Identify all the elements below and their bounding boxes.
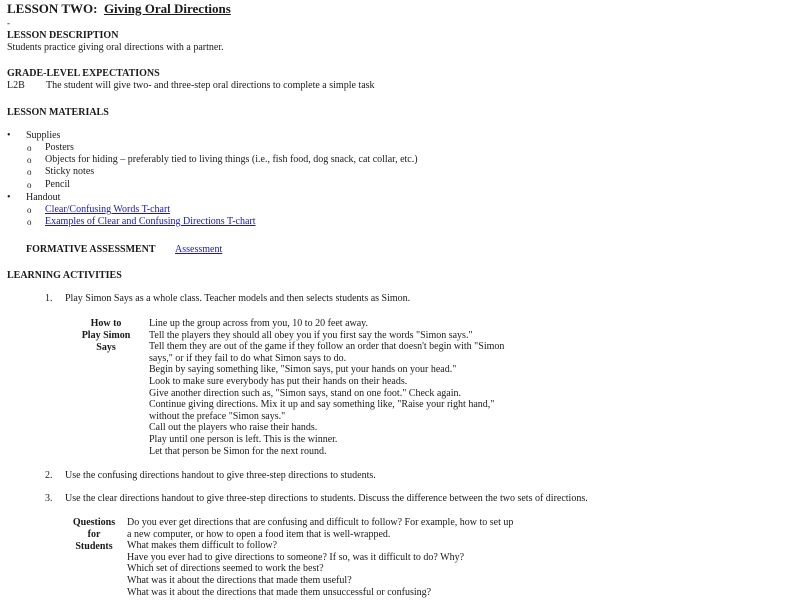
question-line: What makes them difficult to follow? [127, 540, 278, 552]
instruction-line: Continue giving directions. Mix it up and say something like, "Raise your right hand," [149, 399, 495, 411]
step-number: 1. [45, 293, 53, 304]
handout-label: Handout [26, 192, 61, 203]
instruction-line: without the preface "Simon says." [149, 410, 286, 422]
how-to-play-label: How to Play Simon Says [81, 318, 131, 353]
step-text: Use the clear directions handout to give three-step directions to students. Discuss the difference between the two sets of directions. [65, 493, 588, 504]
supplies-label: Supplies [26, 130, 61, 141]
page-title [7, 1, 231, 16]
handout-link-examples-directions[interactable]: Examples of Clear and Confusing Directions T-chart [45, 216, 256, 227]
bullet-icon: • [7, 192, 11, 203]
supply-item: Pencil [45, 179, 70, 190]
how-to-play-instructions [149, 318, 504, 457]
instruction-line: Let that person be Simon for the next round. [149, 445, 327, 457]
instruction-line: Tell the players they should all obey you if you first say the words "Simon says." [149, 329, 473, 341]
instruction-line: Tell them they are out of the game if they follow an order that doesn't begin with "Simon [149, 341, 505, 353]
formative-assessment-heading: FORMATIVE ASSESSMENT [26, 244, 156, 255]
circle-bullet-icon: o [27, 205, 32, 215]
circle-bullet-icon: o [27, 217, 32, 227]
handout-link-clear-confusing-words[interactable]: Clear/Confusing Words T-chart [45, 204, 171, 215]
title-name: Giving Oral Directions [103, 1, 231, 16]
lesson-description-heading: LESSON DESCRIPTION [7, 30, 119, 41]
step-text: Use the confusing directions handout to give three-step directions to students. [65, 470, 376, 481]
expectation-code: L2B [7, 80, 25, 91]
circle-bullet-icon: o [27, 167, 32, 177]
circle-bullet-icon: o [27, 143, 32, 153]
step-number: 2. [45, 470, 53, 481]
circle-bullet-icon: o [27, 180, 32, 190]
question-line: What was it about the directions that made them useful? [127, 574, 352, 586]
instruction-line: Begin by saying something like, "Simon says, put your hands on your head." [149, 364, 457, 376]
title-prefix: LESSON TWO: [7, 1, 98, 16]
instruction-line: Look to make sure everybody has put their hands on their heads. [149, 375, 408, 387]
question-line: Have you ever had to give directions to someone? If so, was it difficult to do? Why? [127, 551, 465, 563]
step-number: 3. [45, 493, 53, 504]
supply-item: Posters [45, 142, 74, 153]
instruction-line: Play until one person is left. This is the winner. [149, 433, 338, 445]
assessment-link[interactable]: Assessment [175, 244, 223, 255]
questions-for-students-label: Questions for Students [72, 517, 116, 552]
expectation-text: The student will give two- and three-step oral directions to complete a simple task [46, 80, 375, 91]
instruction-line: says," or if they fail to do what Simon says to do. [149, 352, 347, 364]
instruction-line: Call out the players who raise their hands. [149, 422, 318, 434]
instruction-line: Give another direction such as, "Simon says, stand on one foot." Check again. [149, 387, 461, 399]
step-text: Play Simon Says as a whole class. Teacher models and then selects students as Simon. [65, 293, 411, 304]
question-line: Do you ever get directions that are confusing and difficult to follow? For example, how to set up [127, 517, 514, 528]
question-line: Which set of directions seemed to work the best? [127, 563, 324, 575]
circle-bullet-icon: o [27, 155, 32, 165]
lesson-materials-heading: LESSON MATERIALS [7, 107, 109, 118]
divider-mark: - [7, 18, 10, 28]
lesson-description-text: Students practice giving oral directions with a partner. [7, 42, 224, 53]
questions-list [127, 517, 513, 598]
grade-level-heading: GRADE-LEVEL EXPECTATIONS [7, 68, 160, 79]
learning-activities-heading: LEARNING ACTIVITIES [7, 270, 122, 281]
supply-item: Objects for hiding – preferably tied to living things (i.e., fish food, dog snack, cat collar, etc.) [45, 154, 418, 165]
supply-item: Sticky notes [45, 166, 95, 177]
bullet-icon: • [7, 130, 11, 141]
question-line: What was it about the directions that made them unsuccessful or confusing? [127, 586, 432, 598]
instruction-line: Line up the group across from you, 10 to 20 feet away. [149, 318, 369, 329]
question-line: a new computer, or how to open a food item that is well-wrapped. [127, 528, 391, 540]
